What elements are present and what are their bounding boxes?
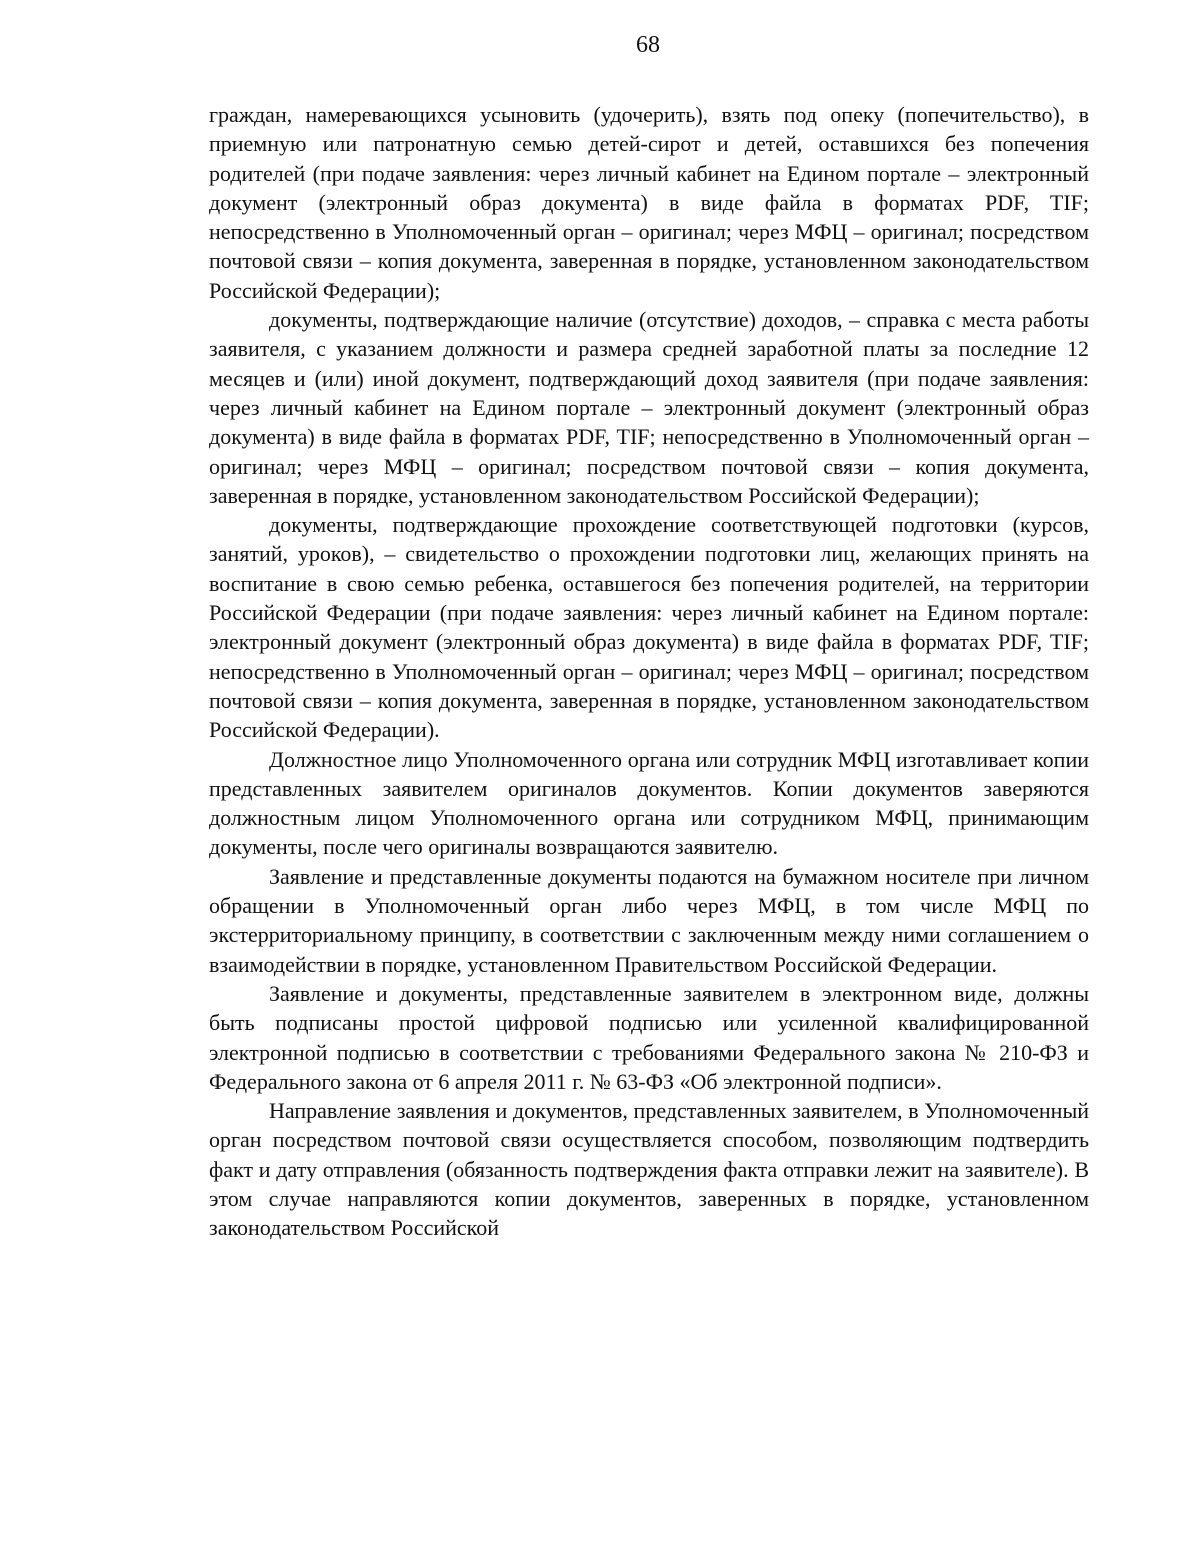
paragraph-income-documents: документы, подтверждающие наличие (отсутствие) доходов, – справка с места работы заявителя, с указанием должности и размера средней заработной платы за последние 12 месяцев и (или) иной документ, подтверждающий доход заявителя (при подаче заявления: через личный кабинет на Едином портале – электронный документ (электронный образ документа) в виде файла в форматах PDF, TIF; непосредственно в Уполномоченный орган – оригинал; через МФЦ – оригинал; посредством почтовой связи – копия документа, заверенная в порядке, установленном законодательством Российской Федерации); [209,307,1089,508]
paragraph-electronic-signature: Заявление и документы, представленные заявителем в электронном виде, должны быть подписаны простой цифровой подписью или усиленной квалифицированной электронной подписью в соответствии с требованиями Федерального закона № 210-ФЗ и Федерального закона от 6 апреля 2011 г. № 63-ФЗ «Об электронной подписи». [209,980,1089,1094]
paragraph-training-certificate: документы, подтверждающие прохождение соответствующей подготовки (курсов, занятий, уроков), – свидетельство о прохождении подготовки лиц, желающих принять на воспитание в свою семью ребенка, оставшегося без попечения родителей, на территории Российской Федерации (при подаче заявления: через личный кабинет на Едином портале: электронный документ (электронный образ документа) в виде файла в форматах PDF, TIF; непосредственно в Уполномоченный орган – оригинал; через МФЦ – оригинал; посредством почтовой связи – копия документа, заверенная в порядке, установленном законодательством Российской Федерации). [209,512,1089,743]
paragraph-guardianship-training-continued: граждан, намеревающихся усыновить (удочерить), взять под опеку (попечительство), в приемную или патронатную семью детей-сирот и детей, оставшихся без попечения родителей (при подаче заявления: через личный кабинет на Едином портале – электронный документ (электронный образ документа) в виде файла в форматах PDF, TIF; непосредственно в Уполномоченный орган – оригинал; через МФЦ – оригинал; посредством почтовой связи – копия документа, заверенная в порядке, установленном законодательством Российской Федерации); [209,102,1089,303]
page-number: 68 [636,32,660,58]
document-body [209,100,1089,1243]
paragraph-document-copies: Должностное лицо Уполномоченного органа или сотрудник МФЦ изготавливает копии представленных заявителем оригиналов документов. Копии документов заверяются должностным лицом Уполномоченного органа или сотрудником МФЦ, принимающим документы, после чего оригиналы возвращаются заявителю. [209,746,1089,860]
paragraph-postal-submission: Направление заявления и документов, представленных заявителем, в Уполномоченный орган посредством почтовой связи осуществляется способом, позволяющим подтвердить факт и дату отправления (обязанность подтверждения факта отправки лежит на заявителе). В этом случае направляются копии документов, заверенных в порядке, установленном законодательством Российской [209,1098,1089,1241]
paragraph-paper-submission: Заявление и представленные документы подаются на бумажном носителе при личном обращении в Уполномоченный орган либо через МФЦ, в том числе МФЦ по экстерриториальному принципу, в соответствии с заключенным между ними соглашением о взаимодействии в порядке, установленном Правительством Российской Федерации. [209,863,1089,977]
